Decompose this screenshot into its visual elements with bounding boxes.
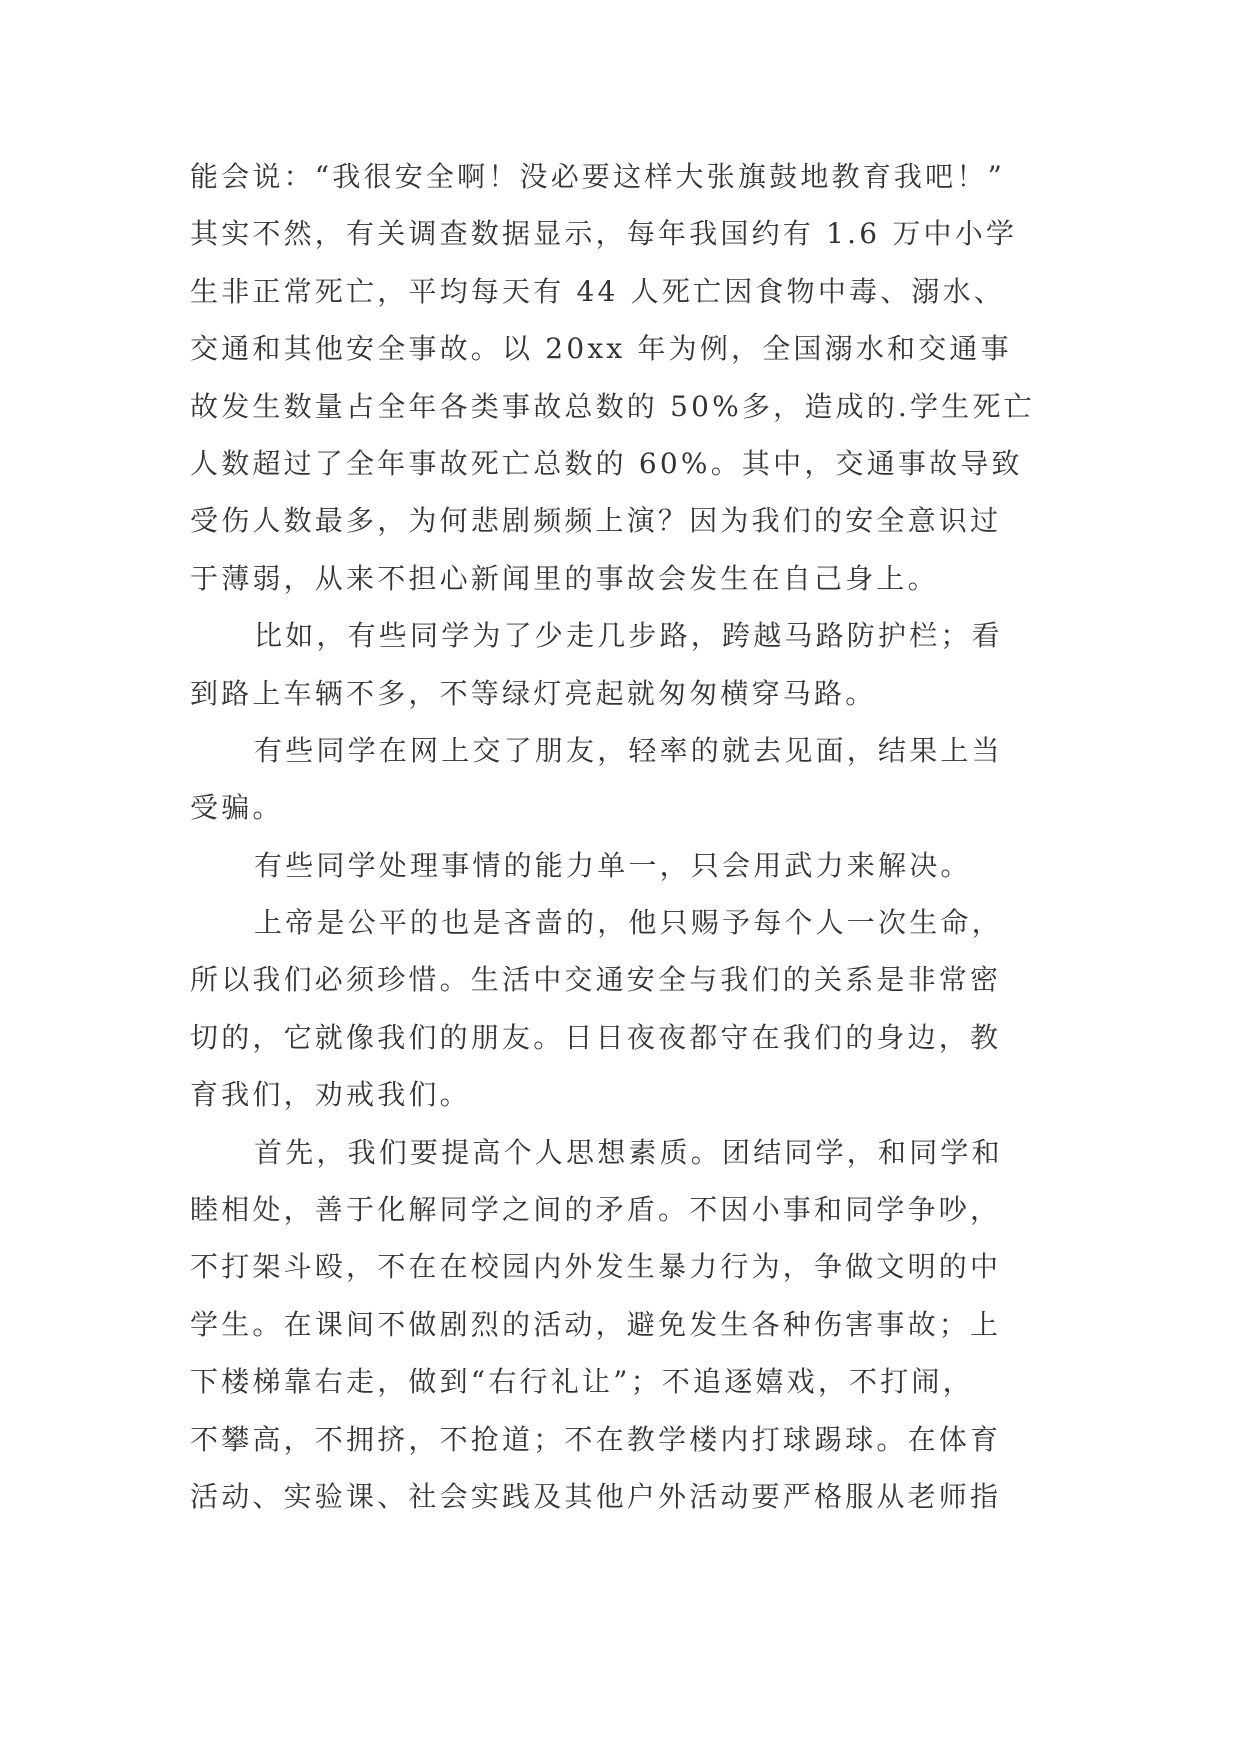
text-line: 受伤人数最多，为何悲剧频频上演？因为我们的安全意识过	[190, 504, 1002, 538]
text-line: 生非正常死亡，平均每天有 44 人死亡因食物中毒、溺水、	[190, 274, 1006, 308]
text-line: 活动、实验课、社会实践及其他户外活动要严格服从老师指	[190, 1479, 1002, 1513]
text-line: 下楼梯靠右走，做到“右行礼让”；不追逐嬉戏，不打闹，	[190, 1365, 974, 1399]
text-line: 其实不然，有关调查数据显示，每年我国约有 1.6 万中小学	[190, 217, 1018, 251]
text-line: 不攀高，不拥挤，不抢道；不在教学楼内打球踢球。在体育	[190, 1422, 1002, 1456]
text-line: 交通和其他安全事故。以 20xx 年为例，全国溺水和交通事	[190, 332, 1012, 366]
text-line: 故发生数量占全年各类事故总数的 50%多，造成的.学生死亡	[190, 389, 1035, 423]
paragraph-first-line: 比如，有些同学为了少走几步路，跨越马路防护栏；看	[254, 619, 1003, 653]
text-line: 不打架斗殴，不在在校园内外发生暴力行为，争做文明的中	[190, 1250, 1002, 1284]
text-line: 于薄弱，从来不担心新闻里的事故会发生在自己身上。	[190, 561, 939, 595]
paragraph-first-line: 有些同学处理事情的能力单一，只会用武力来解决。	[254, 848, 972, 882]
text-line: 到路上车辆不多，不等绿灯亮起就匆匆横穿马路。	[190, 676, 877, 710]
text-line: 学生。在课间不做剧烈的活动，避免发生各种伤害事故；上	[190, 1307, 1002, 1341]
text-line: 睦相处，善于化解同学之间的矛盾。不因小事和同学争吵，	[190, 1193, 1002, 1227]
document-body	[190, 148, 1050, 1525]
text-line: 所以我们必须珍惜。生活中交通安全与我们的关系是非常密	[190, 963, 1002, 997]
text-line: 能会说：“我很安全啊！没必要这样大张旗鼓地教育我吧！”	[190, 160, 1006, 193]
paragraph-first-line: 上帝是公平的也是吝啬的，他只赐予每个人一次生命，	[254, 906, 1003, 940]
paragraph-first-line: 首先，我们要提高个人思想素质。团结同学，和同学和	[254, 1135, 1003, 1169]
text-line: 受骗。	[190, 791, 284, 825]
paragraph-first-line: 有些同学在网上交了朋友，轻率的就去见面，结果上当	[254, 733, 1003, 767]
text-line: 育我们，劝戒我们。	[190, 1078, 471, 1112]
text-line: 切的，它就像我们的朋友。日日夜夜都守在我们的身边，教	[190, 1020, 1002, 1054]
text-line: 人数超过了全年事故死亡总数的 60%。其中，交通事故导致	[190, 446, 1023, 480]
